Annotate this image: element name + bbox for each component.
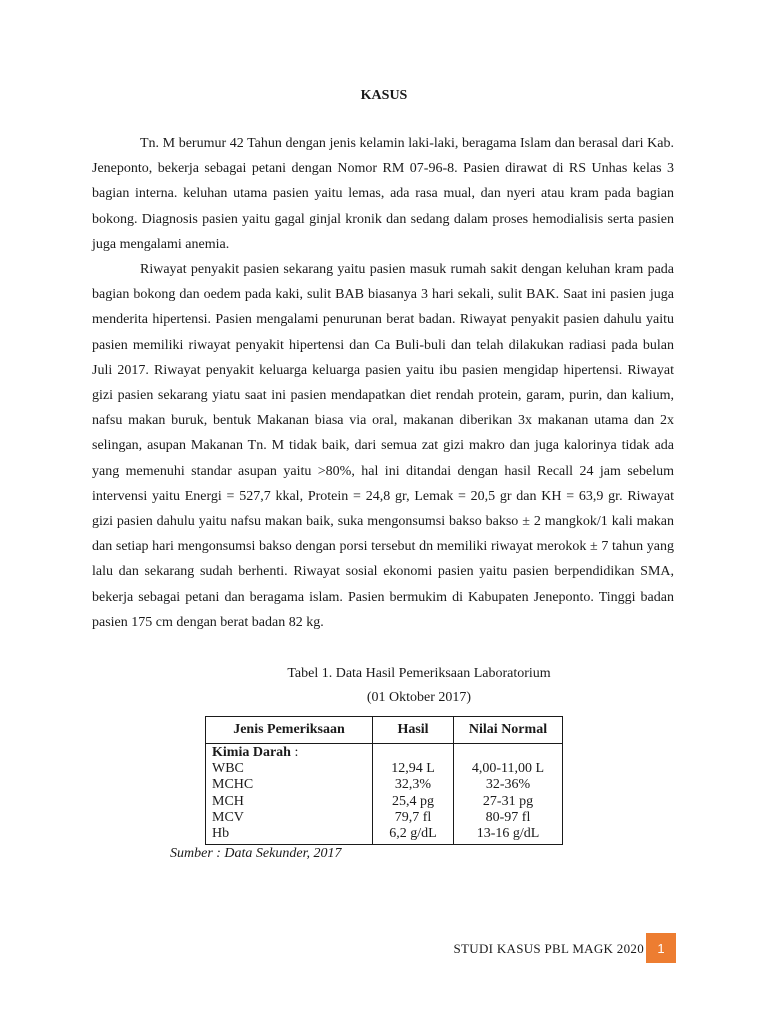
- hasil-mch: 25,4 pg: [392, 793, 434, 809]
- normal-hb: 13-16 g/dL: [476, 826, 540, 842]
- paragraph-history: Riwayat penyakit pasien sekarang yaitu pasien masuk rumah sakit dengan keluhan kram pada bagian bokong dan oedem pada kaki, sulit BAB biasanya 3 hari sekali, sulit BAK. Saat ini pasien juga menderita hipertensi. Pasien mengalami penurunan berat badan. Riwayat penyakit pasien dahulu yaitu pasien memiliki riwayat penyakit hipertensi dan Ca Buli-buli dan telah dilakukan radiasi pada bulan Juli 2017. Riwayat penyakit keluarga keluarga pasien yaitu ibu pasien mengidap hipertensi. Riwayat gizi pasien sekarang yiatu saat ini pasien mendapatkan diet rendah protein, garam, purin, dan kalium, nafsu makan buruk, bentuk Makanan biasa via oral, makanan diberikan 3x makanan utama dan 2x selingan, asupan Makanan Tn. M tidak baik, dari semua zat gizi makro dan juga kalorinya tidak ada yang memenuhi standar asupan yaitu >80%, hal ini ditandai dengan hasil Recall 24 jam sebelum intervensi yaitu Energi = 527,7 kkal, Protein = 24,8 gr, Lemak = 20,5 gr dan KH = 63,9 gr. Riwayat gizi pasien dahulu yaitu nafsu makan baik, suka mengonsumsi bakso bakso ± 2 mangkok/1 kali makan dan setiap hari mengonsumsi bakso dengan porsi tersebut dn memiliki riwayat merokok ± 7 tahun yang lalu dan sekarang sudah berhenti. Riwayat sosial ekonomi pasien yaitu pasien berpendidikan SMA, bekerja sebagai petani dan beragama islam. Pasien bermukim di Kabupaten Jeneponto. Tinggi badan pasien 175 cm dengan berat badan 82 kg.: [92, 262, 674, 630]
- normal-column: [454, 744, 563, 845]
- page-number-badge: 1: [646, 933, 676, 963]
- jenis-mch: MCH: [212, 793, 244, 809]
- normal-mcv: 80-97 fl: [485, 809, 531, 825]
- jenis-mchc: MCHC: [212, 777, 254, 793]
- footer-label: STUDI KASUS PBL MAGK 2020: [453, 941, 644, 956]
- header-hasil: Hasil: [373, 717, 454, 744]
- jenis-column: [206, 744, 373, 845]
- table-header-row: [206, 717, 563, 744]
- group-label-line: [212, 745, 366, 761]
- jenis-hb: Hb: [212, 826, 230, 842]
- hasil-column: [373, 744, 454, 845]
- lab-results-table: [205, 716, 563, 845]
- table-row: [206, 744, 563, 845]
- group-label: Kimia Darah: [212, 745, 291, 760]
- paragraph-identity: Tn. M berumur 42 Tahun dengan jenis kelamin laki-laki, beragama Islam dan berasal dari Kab. Jeneponto, bekerja sebagai petani dengan Nomor RM 07-96-8. Pasien dirawat di RS Unhas kelas 3 bagian interna. keluhan utama pasien yaitu lemas, ada rasa mual, dan nyeri atau kram pada bagian bokong. Diagnosis pasien yaitu gagal ginjal kronik dan sedang dalam proses hemodialisis serta pasien juga mengalami anemia.: [92, 136, 674, 252]
- hasil-wbc: 12,94 L: [391, 761, 435, 777]
- group-suffix: :: [290, 745, 299, 760]
- hasil-mchc: 32,3%: [394, 777, 432, 793]
- header-jenis: Jenis Pemeriksaan: [206, 717, 373, 744]
- hasil-mcv: 79,7 fl: [394, 809, 432, 825]
- normal-wbc: 4,00-11,00 L: [471, 761, 545, 777]
- case-body: [92, 131, 674, 635]
- jenis-mcv: MCV: [212, 809, 244, 825]
- header-nilai-normal: Nilai Normal: [454, 717, 563, 744]
- normal-mch: 27-31 pg: [482, 793, 534, 809]
- source-note: Sumber : Data Sekunder, 2017: [170, 846, 342, 861]
- hasil-hb: 6,2 g/dL: [389, 826, 437, 842]
- table-date: (01 Oktober 2017): [366, 690, 472, 705]
- jenis-wbc: WBC: [212, 761, 244, 777]
- table-caption: Tabel 1. Data Hasil Pemeriksaan Laboratorium: [287, 666, 551, 681]
- document-title: KASUS: [360, 88, 408, 103]
- normal-mchc: 32-36%: [485, 777, 531, 793]
